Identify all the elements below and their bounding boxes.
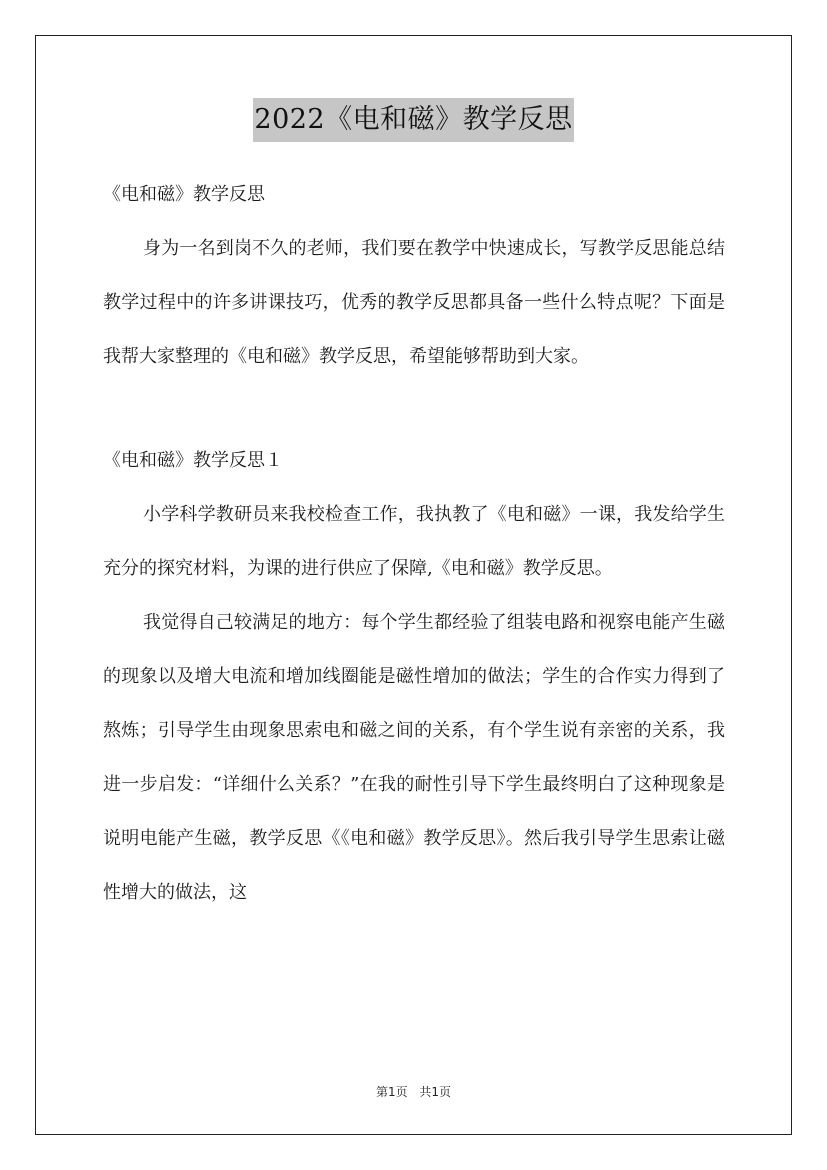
section-spacer xyxy=(103,384,725,434)
page-number: 第1页 xyxy=(375,1085,408,1099)
intro-heading: 《电和磁》教学反思 xyxy=(103,184,265,205)
document-body xyxy=(103,168,725,920)
section-1-heading: 《电和磁》教学反思１ xyxy=(103,450,283,471)
section-1-paragraph-2: 我觉得自己较满足的地方：每个学生都经验了组装电路和视察电能产生磁的现象以及增大电流和增加线圈能是磁性增加的做法；学生的合作实力得到了熬炼；引导学生由现象思索电和磁之间的关系，有个学生说有亲密的关系，我进一步启发：“详细什么关系？”在我的耐性引导下学生最终明白了这种现象是说明电能产生磁，教学反思《《电和磁》教学反思》。然后我引导学生思索让磁性增大的做法，这 xyxy=(103,612,725,903)
title-container xyxy=(0,98,827,142)
section-1-paragraph-1: 小学科学教研员来我校检查工作，我执教了《电和磁》一课，我发给学生充分的探究材料，为课的进行供应了保障,《电和磁》教学反思。 xyxy=(103,504,725,579)
document-title: 2022《电和磁》教学反思 xyxy=(253,98,573,142)
page-footer xyxy=(0,1083,827,1100)
intro-paragraph: 身为一名到岗不久的老师，我们要在教学中快速成长，写教学反思能总结教学过程中的许多讲课技巧，优秀的教学反思都具备一些什么特点呢？下面是我帮大家整理的《电和磁》教学反思，希望能够帮助到大家。 xyxy=(103,238,725,367)
page-total: 共1页 xyxy=(419,1085,452,1099)
